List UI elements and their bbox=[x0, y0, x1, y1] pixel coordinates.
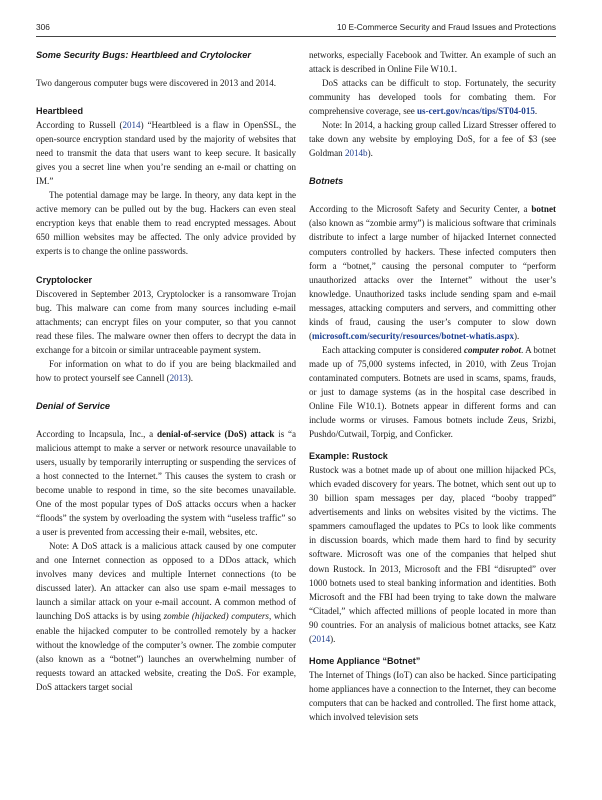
paragraph: Two dangerous computer bugs were discovered in 2013 and 2014. bbox=[36, 78, 277, 88]
key-term: computer robot bbox=[463, 344, 522, 355]
subheading-rustock: Example: Rustock bbox=[309, 451, 388, 462]
paragraph: Rustock was a botnet made up of about one million hijacked PCs, which evaded discovery for years. The botnet, which sent out up to 30 billion spam messages per day, placed “booby trapped” advertisements and links on websites visited by the victims. The spammers camouflaged the updates to PCs to look like comments in discussion boards, which made them hard to find by security software. Microsoft was one of the companies that helped shut down Rustock. In 2013, Microsoft and the FBI “disrupted” over 1000 botnets used to steal banking information and identities. Both Microsoft and the FBI had been trying to take down the malware “Citadel,” which affected millions of people located in more than 90 countries. For an analysis of malicious botnet attacks, see Katz (2014). bbox=[309, 465, 556, 644]
section-heading-botnets: Botnets bbox=[309, 176, 344, 187]
page-number: 306 bbox=[36, 22, 50, 32]
paragraph: Discovered in September 2013, Cryptolocker is a ransomware Trojan bug. This malware can come from many sources including e-mail attachments; can encrypt files on your computer, so that you cannot read these files. The malware owner then offers to decrypt the data in exchange for a bitcoin or similar untraceable payment system. bbox=[36, 288, 296, 355]
running-header bbox=[36, 22, 556, 36]
header-rule bbox=[36, 36, 556, 37]
subheading-cryptolocker: Cryptolocker bbox=[36, 274, 93, 285]
paragraph: The potential damage may be large. In theory, any data kept in the active memory can be pulled out by the bug. Hackers can even steal encryption keys that enable them to read encrypted messages. About 650 million websites may be affected. The only advice provided by experts is to change the online passwords. bbox=[36, 190, 296, 257]
paragraph: DoS attacks can be difficult to stop. Fortunately, the security community has developed tools for combating them. For comprehensive coverage, see us-cert.gov/ncas/tips/ST04-015. bbox=[309, 78, 556, 117]
paragraph: networks, especially Facebook and Twitter. An example of such an attack is described in Online File W10.1. bbox=[309, 50, 556, 75]
section-heading-security-bugs: Some Security Bugs: Heartbleed and Crytolocker bbox=[36, 50, 251, 60]
url-link[interactable]: microsoft.com/security/resources/botnet-whatis.aspx bbox=[312, 330, 515, 341]
left-column bbox=[36, 48, 296, 694]
emphasis: zombie (hijacked) computers bbox=[163, 611, 269, 622]
citation-link[interactable]: 2013 bbox=[169, 372, 188, 383]
paragraph: According to Russell (2014) “Heartbleed is a flaw in OpenSSL, the open-source encryption standard used by the majority of websites that need to transmit the data that users want to keep secure. It basically gives you a secret line when you’re sending an e-mail or chatting on IM.” bbox=[36, 120, 297, 187]
key-term: denial-of-service (DoS) attack bbox=[156, 428, 275, 439]
key-term: botnet bbox=[531, 204, 556, 215]
section-heading-denial-of-service: Denial of Service bbox=[36, 400, 111, 411]
paragraph: Each attacking computer is considered computer robot. A botnet made up of 75,000 systems infected, in 2010, with Zeus Trojan contaminated computers. Botnets are used in scams, spams, frauds, or just to damage systems (as in the hospital case described in Online File W10.1). Botnets appear in different forms and can include worms or viruses. Famous botnets include Zeus, Srizbi, Pushdo/Cutwail, Torpig, and Conficker. bbox=[309, 344, 556, 440]
paragraph: The Internet of Things (IoT) can also be hacked. Since participating home appliances have a connection to the Internet, they can become computers that can be hacked and controlled. The first home attack, which involved television sets bbox=[309, 669, 556, 722]
right-column bbox=[309, 48, 556, 724]
paragraph: According to the Microsoft Safety and Security Center, a botnet (also known as “zombie army”) is malicious software that criminals distribute to infect a large number of hijacked Internet connected computers controlled by hackers. These infected computers then form a “botnet,” causing the personal computer to “perform unauthorized attacks over the Internet” without the user’s knowledge. Unauthorized tasks include sending spam and e-mail messages, attacking computers and servers, and committing other kinds of fraud, causing the user’s computer to slow down (microsoft.com/security/resources/botnet-whatis.aspx). bbox=[309, 204, 556, 341]
citation-link[interactable]: 2014 bbox=[122, 120, 141, 131]
subheading-heartbleed: Heartbleed bbox=[36, 106, 84, 117]
paragraph: For information on what to do if you are being blackmailed and how to protect yourself see Cannell (2013). bbox=[36, 358, 296, 383]
citation-link[interactable]: 2014b bbox=[344, 148, 368, 159]
paragraph: Note: A DoS attack is a malicious attack caused by one computer and one Internet connection as opposed to a DDos attack, which involves many devices and multiple Internet connections (to be discussed later). An attacker can also use spam e-mail messages to launch a similar attack on your e-mail account. A common method of launching DoS attacks is by using zombie (hijacked) computers, which enable the hijacked computer to be controlled remotely by a hacker without the knowledge of the computer’s owner. The zombie computer (also known as a “botnet”) launches an overwhelming number of requests toward an attacked website, creating the DoS. For example, DoS attackers target social bbox=[36, 541, 296, 692]
chapter-title: 10 E-Commerce Security and Fraud Issues and Protections bbox=[336, 22, 556, 32]
paragraph: Note: In 2014, a hacking group called Lizard Stresser offered to take down any website by employing DoS, for a fee of $3 (see Goldman 2014b). bbox=[309, 120, 556, 159]
citation-link[interactable]: 2014 bbox=[312, 633, 331, 644]
subheading-home-appliance-botnet: Home Appliance “Botnet” bbox=[309, 655, 421, 666]
url-link[interactable]: us-cert.gov/ncas/tips/ST04-015 bbox=[417, 106, 535, 117]
paragraph: According to Incapsula, Inc., a denial-of-service (DoS) attack is “a malicious attempt to make a server or network resource unavailable to users, usually by temporarily interrupting or suspending the services of a host connected to the Internet.” This causes the system to crash or become unable to respond in time, so the site becomes unavailable. One of the most popular types of DoS attacks occurs when a hacker “floods” the system by overloading the system with “useless traffic” so a user is prevented from accessing their e-mail, websites, etc. bbox=[36, 428, 297, 538]
